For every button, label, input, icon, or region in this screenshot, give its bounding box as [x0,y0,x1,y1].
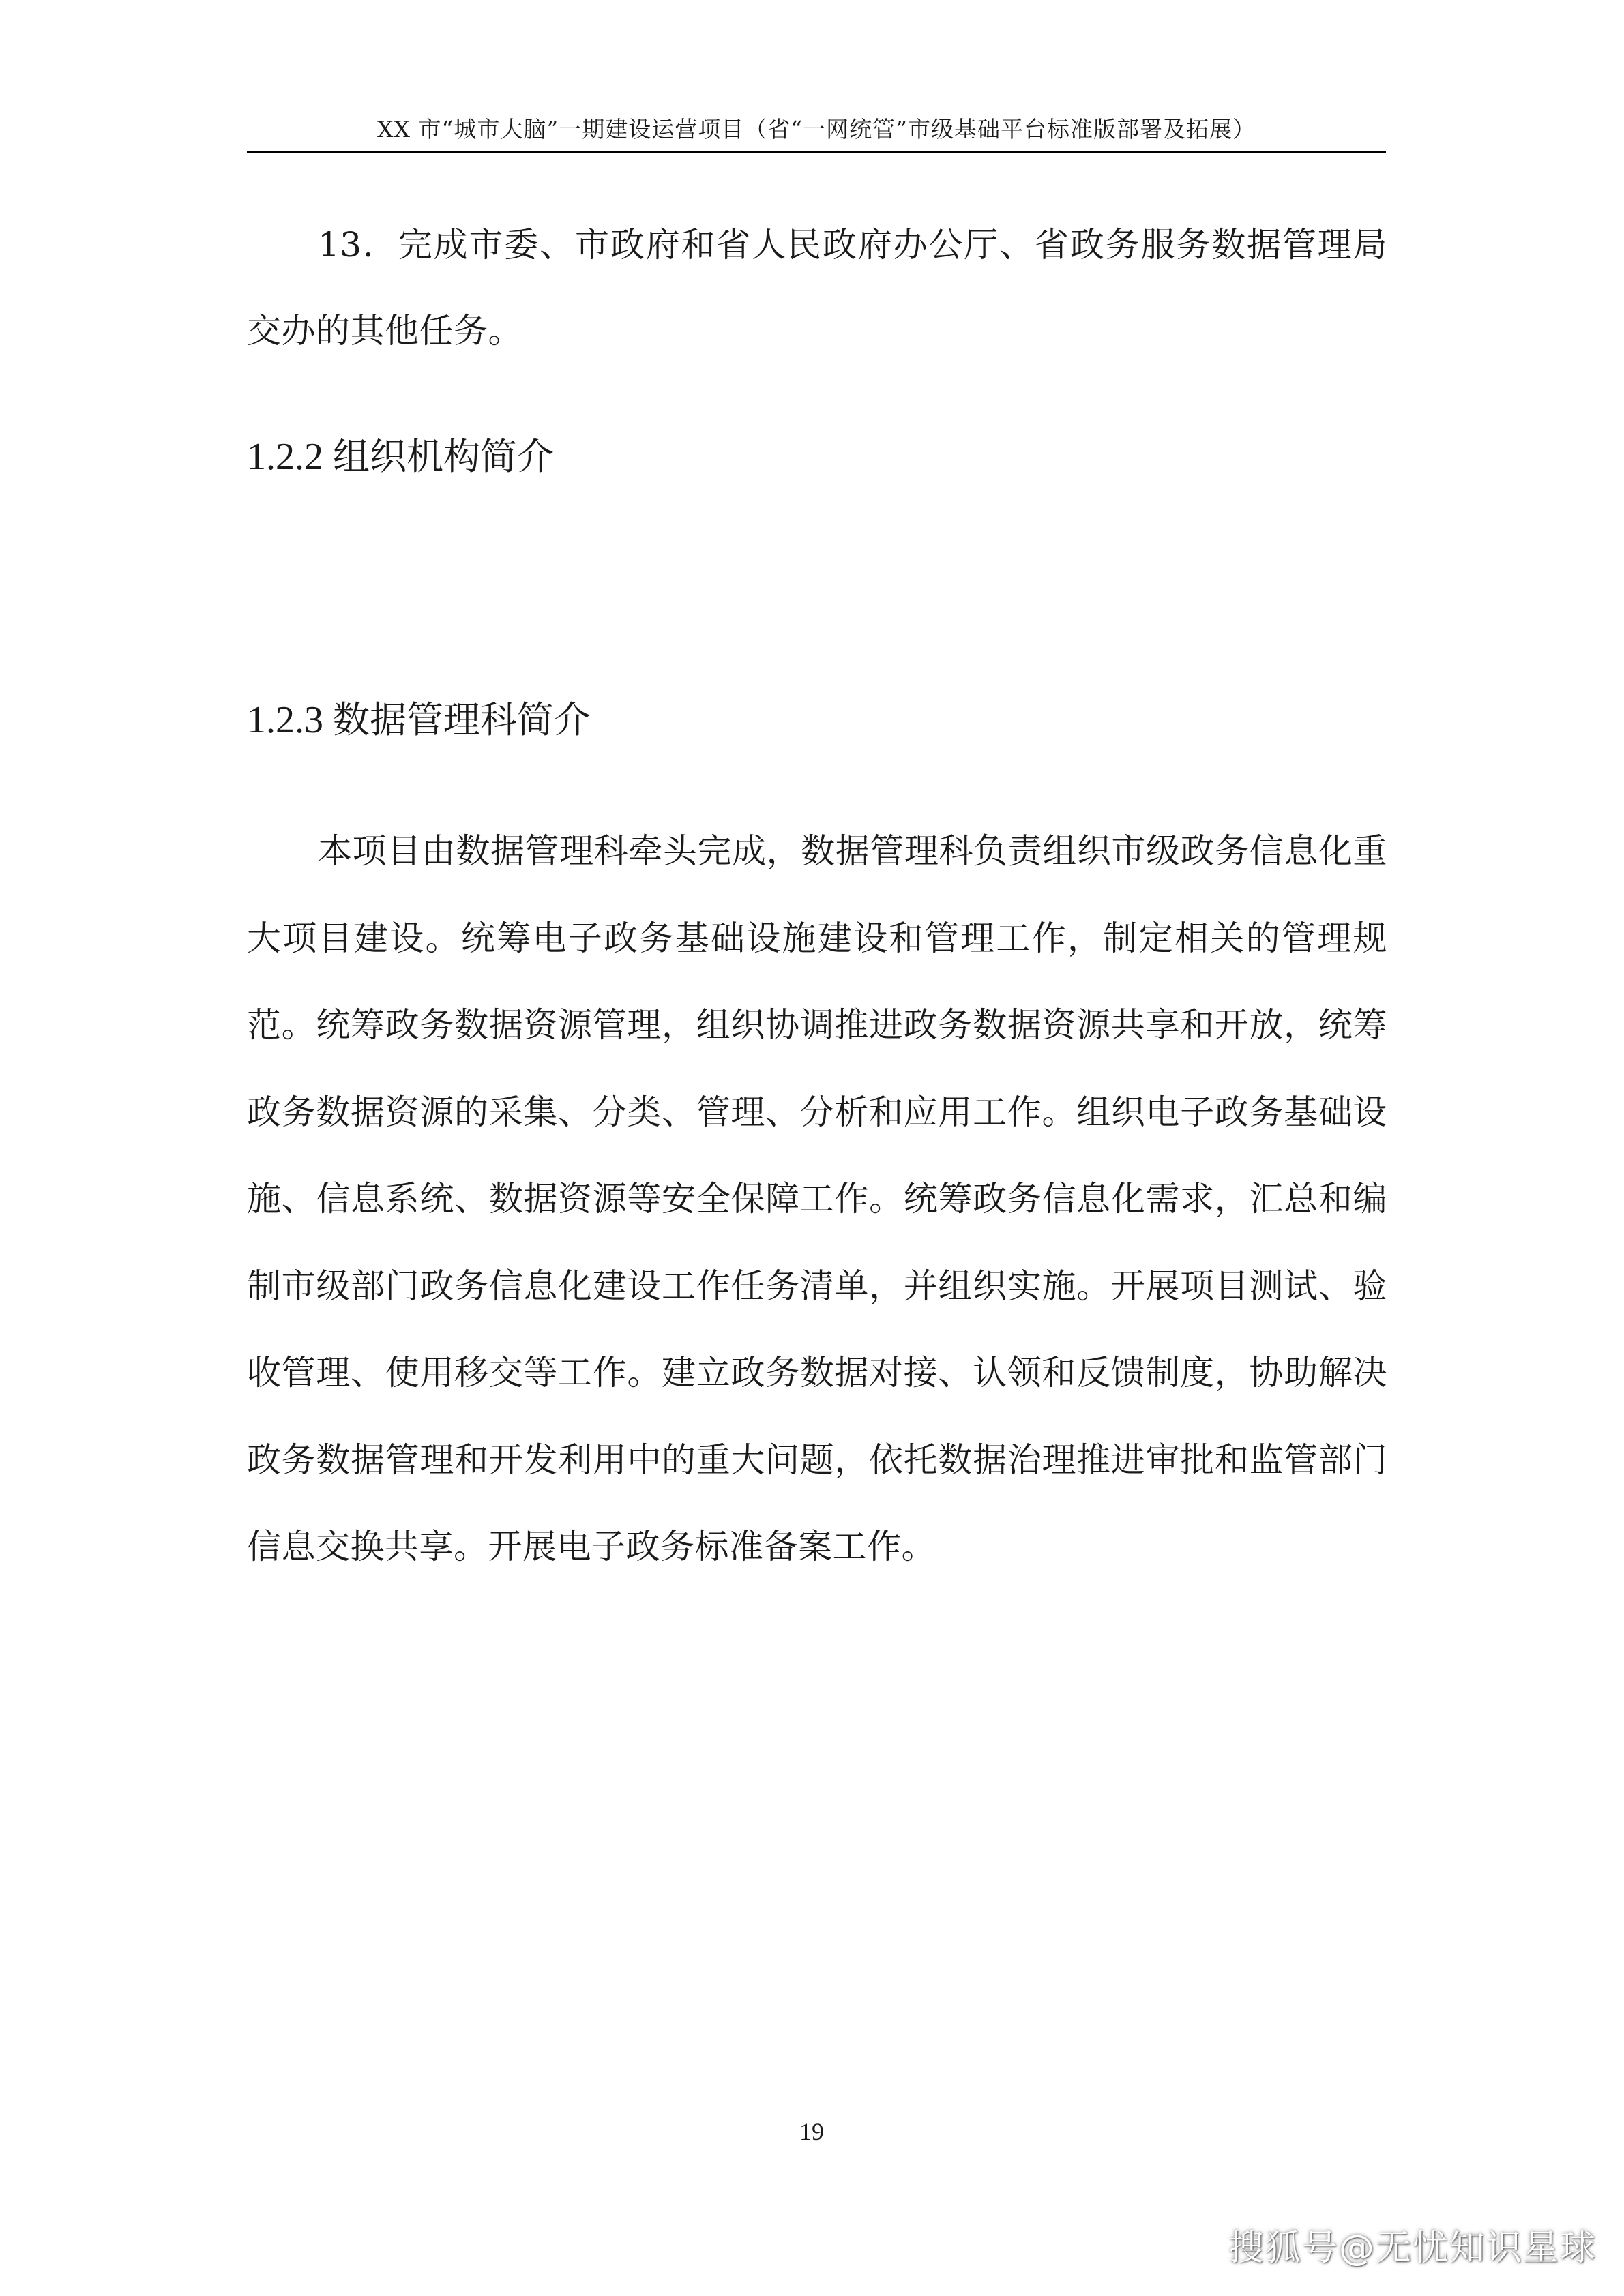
paragraph-task-13: 13．完成市委、市政府和省人民政府办公厅、省政务服务数据管理局交办的其他任务。 [247,225,1387,351]
watermark: 搜狐号@无忧知识星球 [1228,2228,1597,2269]
section-title: 数据管理科简介 [333,698,591,741]
section-heading-data-mgmt [247,693,591,747]
header-rule [247,151,1386,153]
page-header: XX 市“城市大脑”一期建设运营项目（省“一网统管”市级基础平台标准版部署及拓展） [377,116,1256,143]
section-title: 组织机构简介 [333,435,554,478]
section-heading-org-intro [247,430,554,484]
section-number: 1.2.2 [247,436,323,478]
paragraph-data-mgmt-intro: 本项目由数据管理科牵头完成，数据管理科负责组织市级政务信息化重大项目建设。统筹电子政务基础设施建设和管理工作，制定相关的管理规范。统筹政务数据资源管理，组织协调推进政务数据资源共享和开放，统筹政务数据资源的采集、分类、管理、分析和应用工作。组织电子政务基础设施、信息系统、数据资源等安全保障工作。统筹政务信息化需求，汇总和编制市级部门政务信息化建设工作任务清单，并组织实施。开展项目测试、验收管理、使用移交等工作。建立政务数据对接、认领和反馈制度，协助解决政务数据管理和开发利用中的重大问题，依托数据治理推进审批和监管部门信息交换共享。开展电子政务标准备案工作。 [247,831,1387,1566]
page-number: 19 [799,2118,824,2145]
section-number: 1.2.3 [247,699,323,741]
